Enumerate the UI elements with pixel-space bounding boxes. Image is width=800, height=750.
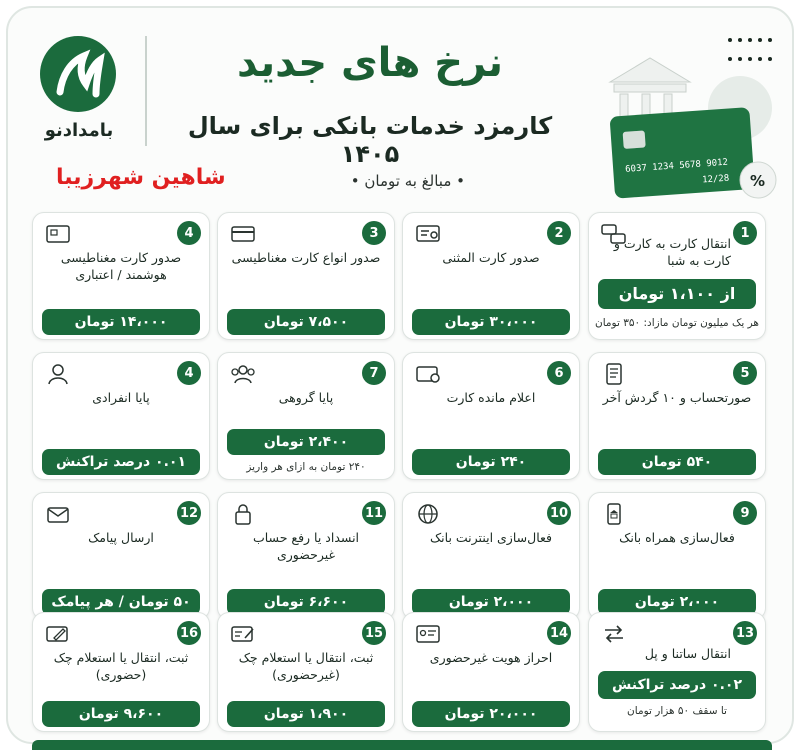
card-number-badge: 13 (733, 621, 757, 645)
footer-bar (32, 740, 772, 750)
fee-description: صدور انواع کارت مغناطیسی (231, 250, 381, 265)
brand-name: بامدادنو (44, 120, 114, 141)
fee-description: اعلام مانده کارت (446, 390, 536, 405)
card-number-badge: 12 (177, 501, 201, 525)
fee-description: صورتحساب و ۱۰ گردش آخر (602, 390, 752, 405)
id-card-icon (415, 223, 441, 245)
fee-card-7 (217, 352, 395, 480)
fee-card-5 (588, 352, 766, 480)
fee-description: انتقال کارت به کارت و کارت به شبا (613, 236, 731, 268)
fee-card-14 (402, 612, 580, 732)
fee-description: صدور کارت مغناطیسی هوشمند / اعتباری (60, 250, 182, 282)
fee-price: ۲۰،۰۰۰ تومان (412, 701, 570, 727)
card-number-badge: 4 (177, 221, 201, 245)
card-number-badge: 9 (733, 501, 757, 525)
mobile-bank-icon (601, 503, 627, 525)
fee-description: فعال‌سازی همراه بانک (619, 530, 735, 545)
fee-card-9 (588, 492, 766, 620)
card-number-text: 6037 1234 5678 9012 (624, 157, 729, 175)
unit-note: • مبالغ به تومان • (350, 172, 465, 190)
card-number-badge: 10 (547, 501, 571, 525)
card-number-badge: 15 (362, 621, 386, 645)
fee-price: از ۱،۱۰۰ تومان (598, 279, 756, 309)
fee-price: ۲،۰۰۰ تومان (412, 589, 570, 615)
card-number-badge: 2 (547, 221, 571, 245)
card-number-badge: 4 (177, 361, 201, 385)
header (0, 0, 800, 205)
card-number-badge: 14 (547, 621, 571, 645)
fee-card-15 (217, 612, 395, 732)
divider (145, 36, 147, 146)
card-number-badge: 7 (362, 361, 386, 385)
fee-description: صدور کارت المثنی (442, 250, 540, 265)
fee-price: ۶،۶۰۰ تومان (227, 589, 385, 615)
fee-note: ۲۴۰ تومان به ازای هر واریز (246, 461, 366, 473)
fee-card-2 (402, 212, 580, 340)
card-number-badge: 16 (177, 621, 201, 645)
fee-price: ۲،۰۰۰ تومان (598, 589, 756, 615)
fee-price: ۱۴،۰۰۰ تومان (42, 309, 200, 335)
card-number-badge: 3 (362, 221, 386, 245)
card-expiry-text: 12/28 (701, 173, 730, 186)
bullet-icon: • (456, 172, 465, 190)
bank-card-illustration (590, 40, 780, 200)
fee-price: ۹،۶۰۰ تومان (42, 701, 200, 727)
fee-card-1 (588, 212, 766, 340)
fee-note: تا سقف ۵۰ هزار تومان (627, 705, 727, 717)
fee-price: ۵۰ تومان / هر پیامک (42, 589, 200, 615)
card-number-badge: 1 (733, 221, 757, 245)
fee-price: ۳۰،۰۰۰ تومان (412, 309, 570, 335)
fee-description: انتقال ساتنا و پل (644, 646, 731, 661)
user-icon (45, 363, 71, 385)
smart-card-icon (45, 223, 71, 245)
brand-logo-icon (40, 36, 116, 112)
fee-description: ثبت، انتقال یا استعلام چک (حضوری) (53, 650, 189, 682)
author-name: شاهین شهرزیبا (56, 165, 226, 190)
fee-description: احراز هویت غیرحضوری (429, 650, 553, 665)
identity-icon (415, 623, 441, 645)
group-users-icon (230, 363, 256, 385)
card-number-badge: 6 (547, 361, 571, 385)
fee-card-13 (588, 612, 766, 732)
fee-card-11 (217, 492, 395, 620)
fee-price: ۵۴۰ تومان (598, 449, 756, 475)
fee-price: ۰.۰۱ درصد تراکنش (42, 449, 200, 475)
fee-note: هر یک میلیون تومان مازاد: ۳۵۰ تومان (595, 317, 759, 329)
credit-card-icon (230, 223, 256, 245)
fee-price: ۷،۵۰۰ تومان (227, 309, 385, 335)
fee-card-16 (32, 612, 210, 732)
fee-description: ثبت، انتقال یا استعلام چک (غیرحضوری) (238, 650, 374, 682)
statement-icon (601, 363, 627, 385)
cheque-online-icon (230, 623, 256, 645)
fee-description: انسداد یا رفع حساب غیرحضوری (252, 530, 360, 562)
fee-description: ارسال پیامک (88, 530, 154, 545)
card-number-badge: 11 (362, 501, 386, 525)
fee-description: پایا گروهی (278, 390, 334, 405)
page-subtitle: کارمزد خدمات بانکی برای سال ۱۴۰۵ (187, 112, 553, 168)
lock-icon (230, 503, 256, 525)
card-number-badge: 5 (733, 361, 757, 385)
fee-price: ۲۴۰ تومان (412, 449, 570, 475)
fee-description: فعال‌سازی اینترنت بانک (429, 530, 553, 545)
balance-icon (415, 363, 441, 385)
fee-card-4 (32, 212, 210, 340)
bullet-icon: • (350, 172, 360, 190)
fee-card-8 (32, 352, 210, 480)
fee-price: ۰.۰۲ درصد تراکنش (598, 671, 756, 699)
cheque-edit-icon (45, 623, 71, 645)
percent-icon: % (750, 172, 766, 190)
globe-icon (415, 503, 441, 525)
fee-price: ۱،۹۰۰ تومان (227, 701, 385, 727)
page-title: نرخ های جدید (236, 40, 504, 86)
fee-card-12 (32, 492, 210, 620)
fee-card-10 (402, 492, 580, 620)
exchange-arrows-icon (601, 623, 627, 645)
fee-card-3 (217, 212, 395, 340)
mail-icon (45, 503, 71, 525)
fee-card-6 (402, 352, 580, 480)
fee-description: پایا انفرادی (92, 390, 150, 405)
fee-price: ۲،۴۰۰ تومان (227, 429, 385, 455)
